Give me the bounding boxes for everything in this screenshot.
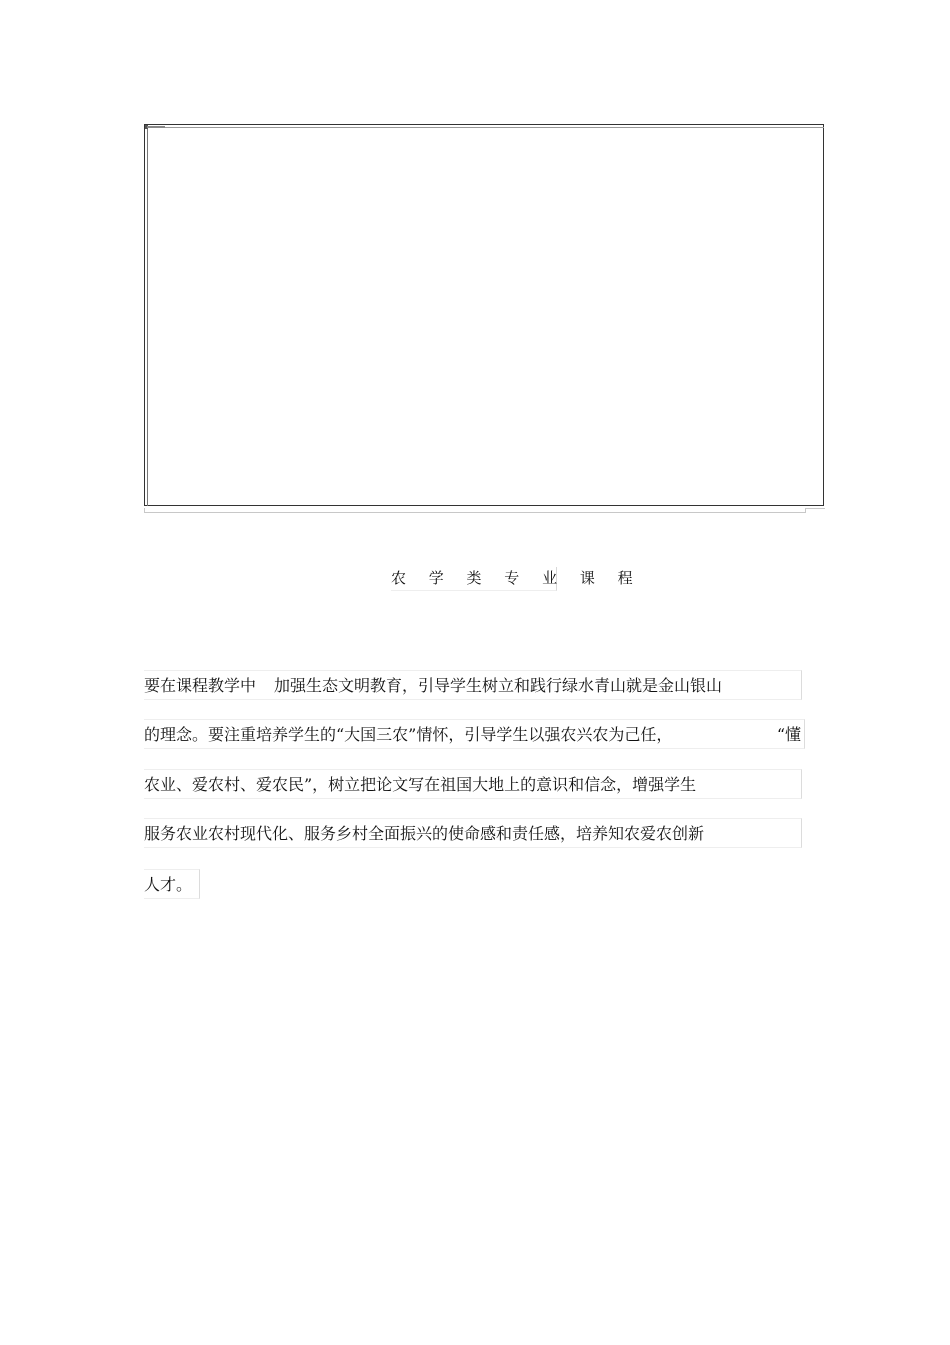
image-frame-inner-border xyxy=(147,127,824,506)
line-1-part-2: 加强生态文明教育，引导学生树立和践行绿水青山就是金山银山 xyxy=(274,676,723,695)
line-2-part-2: “懂 xyxy=(776,725,801,744)
body-text-line-4: 服务农业农村现代化、服务乡村全面振兴的使命感和责任感，培养知农爱农创新 xyxy=(144,818,802,848)
section-title: 农 学 类 专 业 课 程 xyxy=(391,567,557,591)
line-2-part-1: 的理念。要注重培养学生的“大国三农”情怀，引导学生以强农兴农为己任， xyxy=(144,725,673,744)
body-text-line-3: 农业、爱农村、爱农民”，树立把论文写在祖国大地上的意识和信念，增强学生 xyxy=(144,769,802,799)
body-text-line-1 xyxy=(144,670,802,700)
body-text-line-5: 人才。 xyxy=(144,869,200,899)
frame-shadow-bottom xyxy=(144,508,806,513)
frame-shadow-right xyxy=(806,508,825,509)
image-placeholder-frame xyxy=(144,124,824,506)
body-text-line-2 xyxy=(144,719,805,749)
frame-corner-label-mark xyxy=(147,126,165,128)
line-1-part-1: 要在课程教学中 xyxy=(144,676,257,695)
